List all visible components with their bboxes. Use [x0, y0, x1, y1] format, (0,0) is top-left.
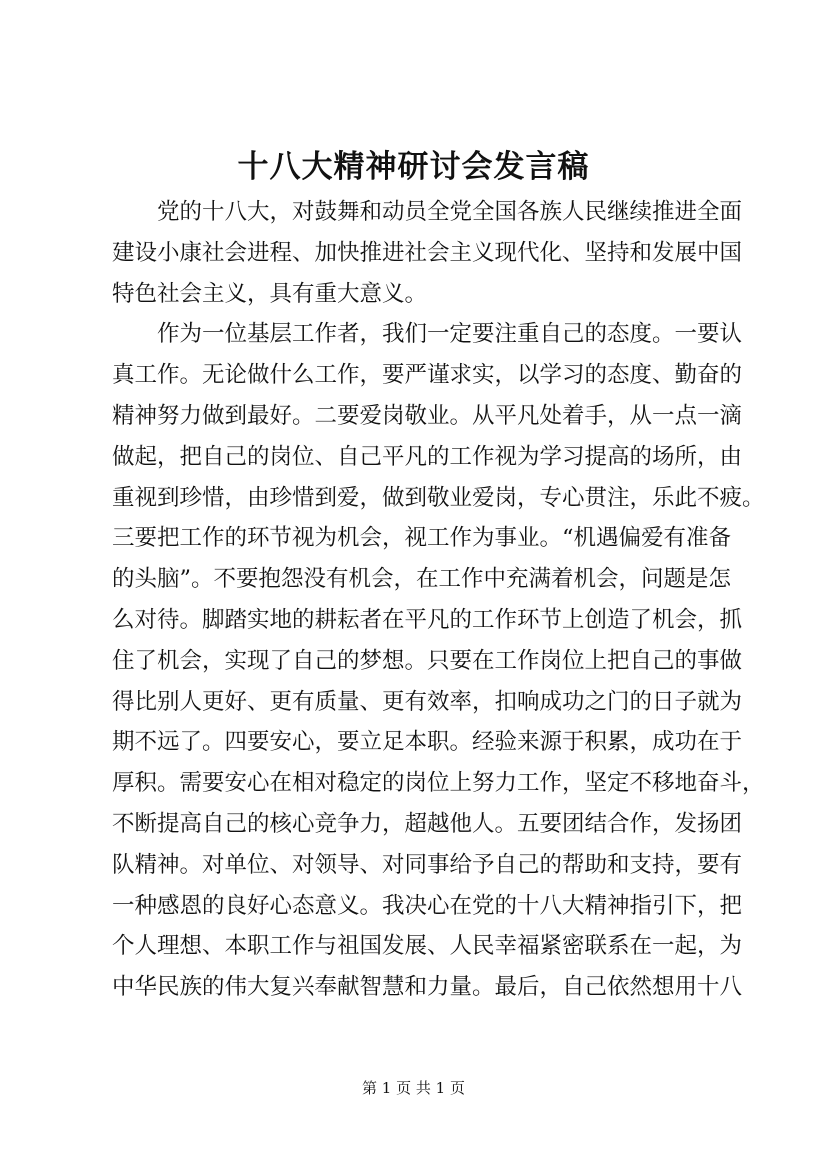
text-line: 做起，把自己的岗位、自己平凡的工作视为学习提高的场所，由 — [112, 443, 743, 470]
text-line: 三要把工作的环节视为机会，视工作为事业。“机遇偏爱有准备 — [112, 525, 732, 552]
document-body — [112, 192, 765, 1008]
text-line: 期不远了。四要安心，要立足本职。经验来源于积累，成功在于 — [112, 729, 743, 756]
document-title: 十八大精神研讨会发言稿 — [237, 149, 590, 185]
text-line: 建设小康社会进程、加快推进社会主义现代化、坚持和发展中国 — [112, 239, 743, 266]
paragraph — [112, 314, 765, 1008]
text-line: 的头脑”。不要抱怨没有机会，在工作中充满着机会，问题是怎 — [112, 566, 732, 593]
text-line: 得比别人更好、更有质量、更有效率，扣响成功之门的日子就为 — [112, 688, 743, 715]
text-line: 一种感恩的良好心态意义。我决心在党的十八大精神指引下，把 — [112, 892, 743, 919]
text-line: 队精神。对单位、对领导、对同事给予自己的帮助和支持，要有 — [112, 851, 743, 878]
text-line: 真工作。无论做什么工作，要严谨求实，以学习的态度、勤奋的 — [112, 362, 743, 389]
text-line: 重视到珍惜，由珍惜到爱，做到敬业爱岗，专心贯注，乐此不疲。 — [112, 484, 765, 511]
paragraph — [112, 192, 743, 314]
text-line: 厚积。需要安心在相对稳定的岗位上努力工作，坚定不移地奋斗， — [112, 770, 765, 797]
text-line: 不断提高自己的核心竞争力，超越他人。五要团结合作，发扬团 — [112, 810, 743, 837]
text-line: 特色社会主义，具有重大意义。 — [112, 280, 428, 307]
text-line: 党的十八大，对鼓舞和动员全党全国各族人民继续推进全面 — [112, 199, 743, 225]
text-line: 个人理想、本职工作与祖国发展、人民幸福紧密联系在一起，为 — [112, 933, 743, 960]
text-line: 作为一位基层工作者，我们一定要注重自己的态度。一要认 — [112, 321, 743, 348]
text-line: 精神努力做到最好。二要爱岗敬业。从平凡处着手，从一点一滴 — [112, 402, 743, 429]
text-line: 中华民族的伟大复兴奉献智慧和力量。最后，自己依然想用十八 — [112, 974, 743, 1001]
text-line: 住了机会，实现了自己的梦想。只要在工作岗位上把自己的事做 — [112, 647, 743, 674]
text-line: 么对待。脚踏实地的耕耘者在平凡的工作环节上创造了机会，抓 — [112, 606, 743, 633]
page-footer: 第 1 页 共 1 页 — [362, 1079, 465, 1097]
